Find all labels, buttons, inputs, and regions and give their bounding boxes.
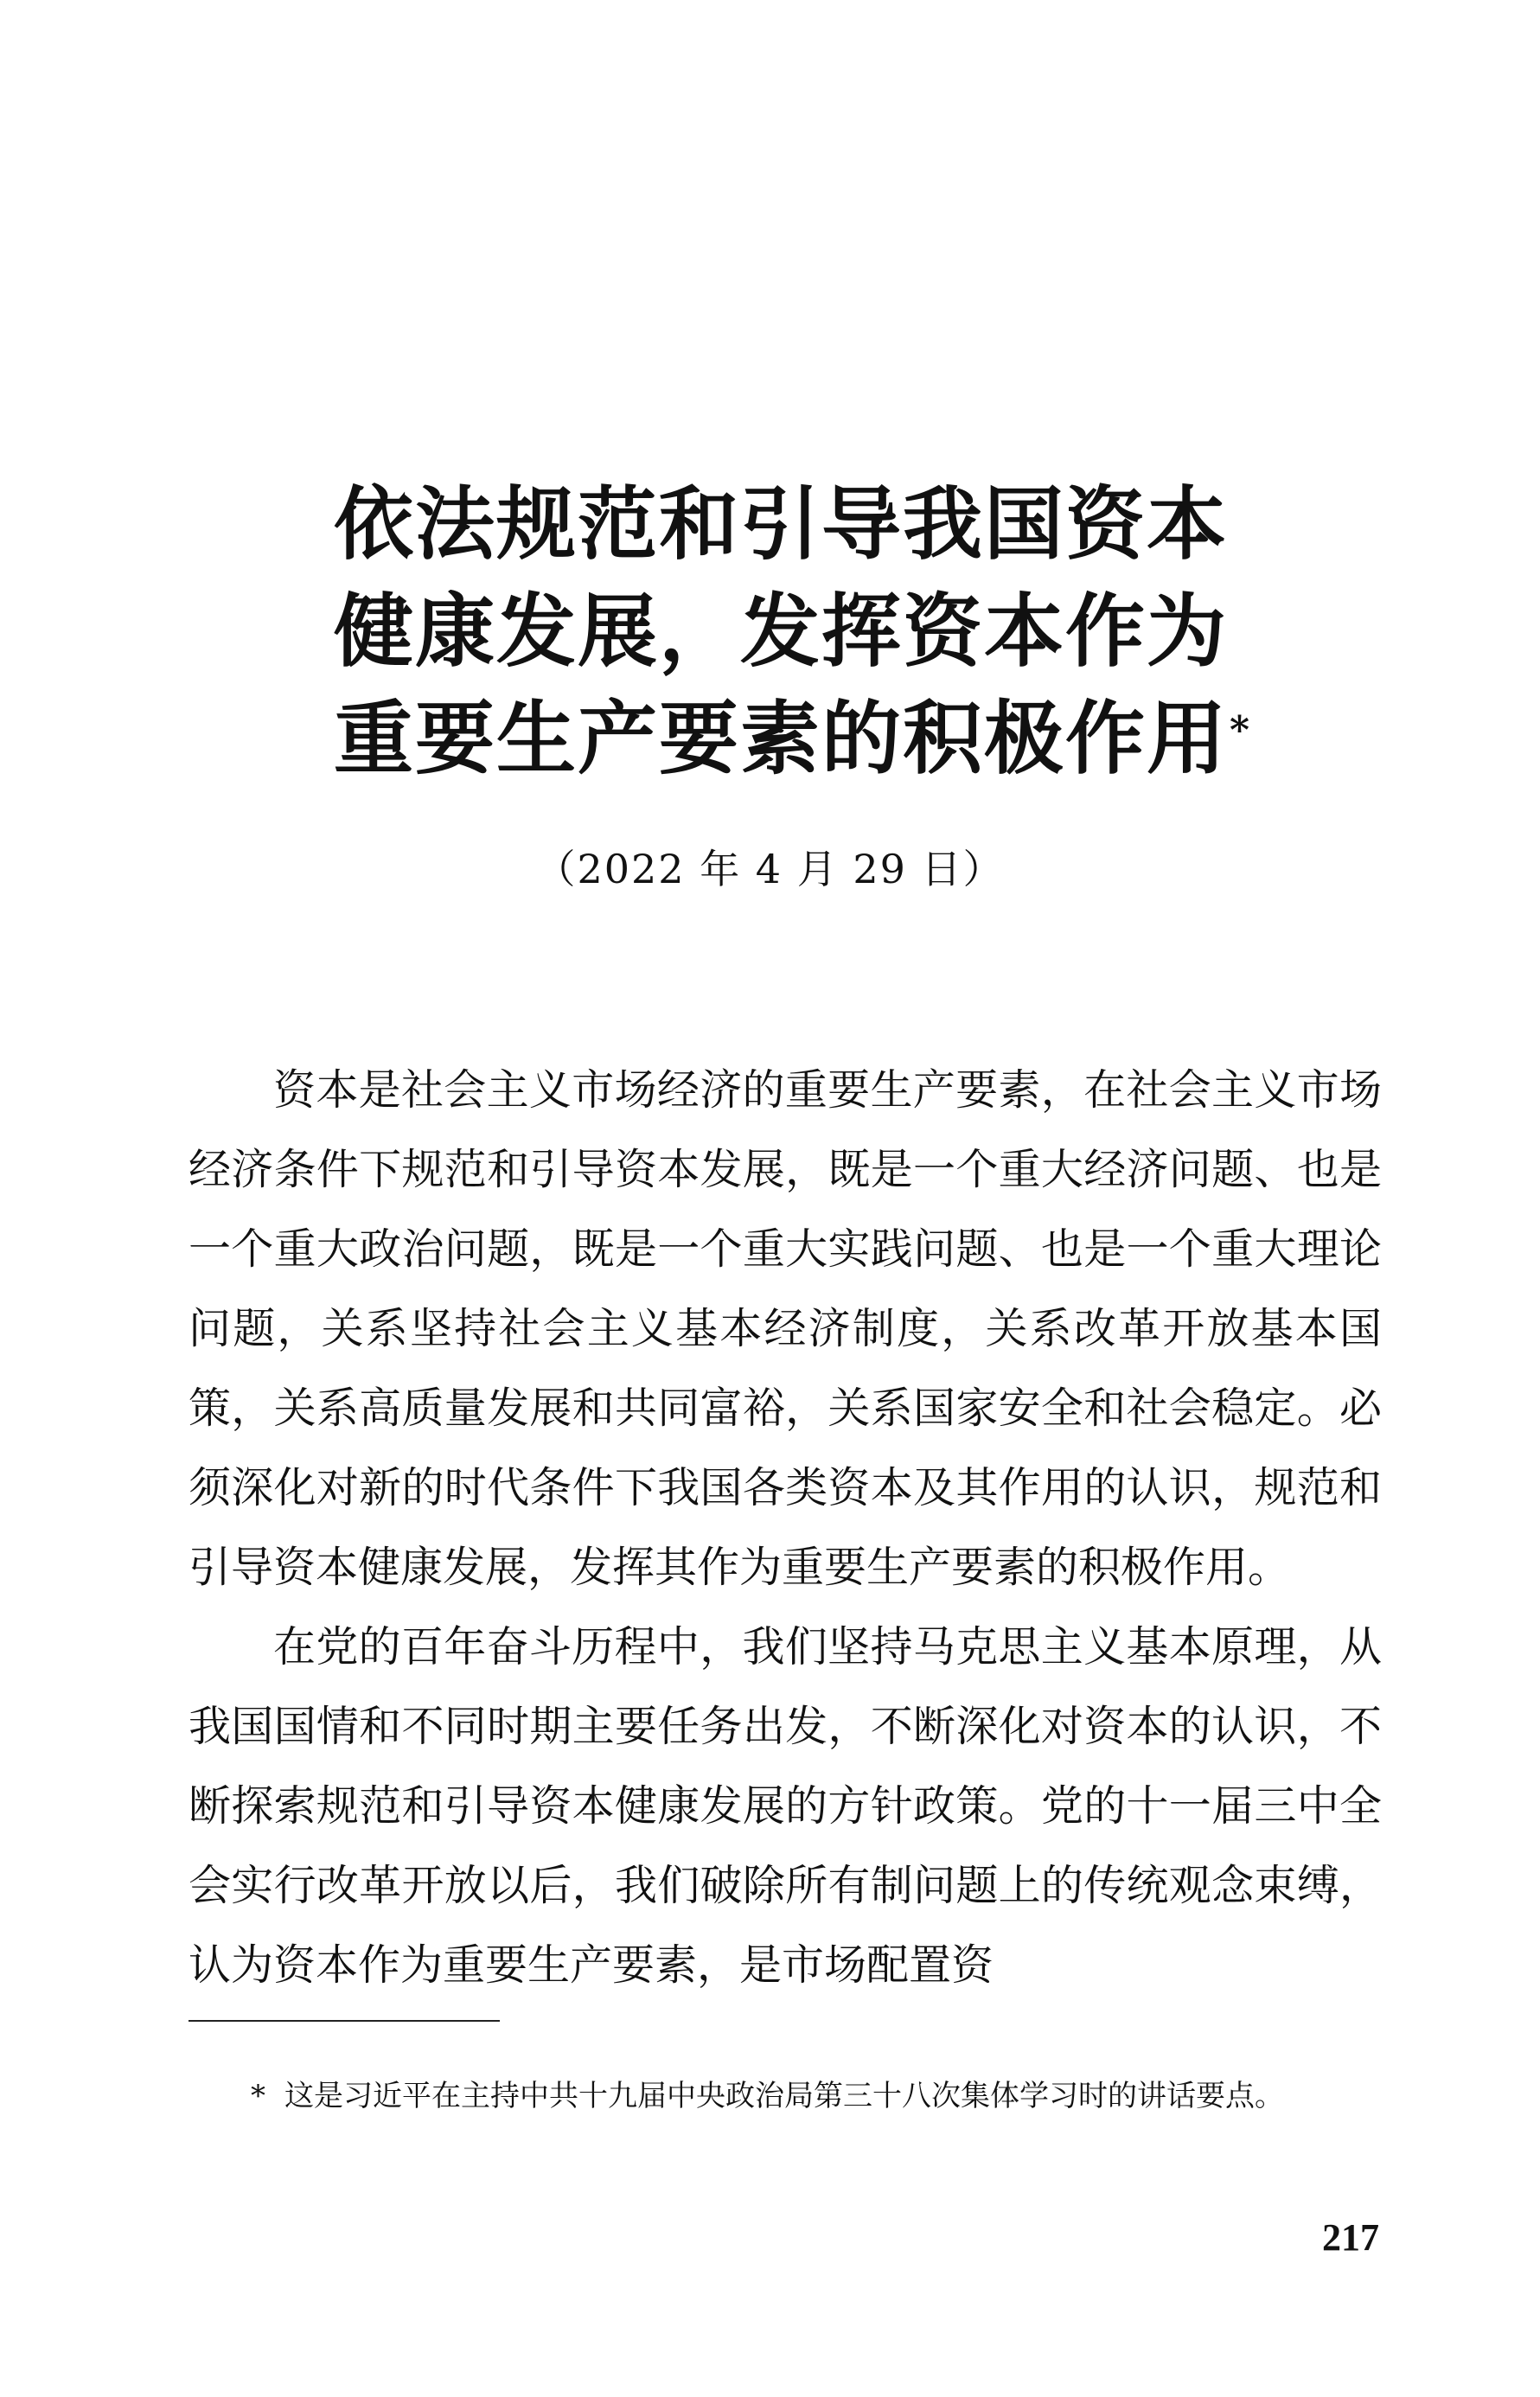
body-text	[189, 1051, 1382, 2005]
title-line-3	[334, 686, 1268, 793]
page-number: 217	[1322, 2216, 1379, 2259]
footnote	[251, 2074, 1392, 2119]
paragraph-2: 在党的百年奋斗历程中，我们坚持马克思主义基本原理，从我国国情和不同时期主要任务出发，不断深化对资本的认识，不断探索规范和引导资本健康发展的方针政策。党的十一届三中全会实行改革开放以后，我们破除所有制问题上的传统观念束缚，认为资本作为重要生产要素，是市场配置资	[189, 1622, 1382, 1990]
article-date: （2022 年 4 月 29 日）	[535, 846, 1005, 892]
title-line-1: 依法规范和引导我国资本	[334, 478, 1229, 571]
footnote-divider	[189, 2020, 500, 2022]
title-line-2: 健康发展，发挥资本作为	[334, 585, 1229, 678]
title-line-3-text: 重要生产要素的积极作用	[334, 693, 1229, 785]
paragraph-1: 资本是社会主义市场经济的重要生产要素，在社会主义市场经济条件下规范和引导资本发展，既是一个重大经济问题、也是一个重大政治问题，既是一个重大实践问题、也是一个重大理论问题，关系坚持社会主义基本经济制度，关系改革开放基本国策，关系高质量发展和共同富裕，关系国家安全和社会稳定。必须深化对新的时代条件下我国各类资本及其作用的认识，规范和引导资本健康发展，发挥其作为重要生产要素的积极作用。	[189, 1065, 1382, 1592]
title-footnote-mark: *	[1230, 708, 1252, 752]
article-title	[334, 471, 1268, 793]
footnote-text: 这是习近平在主持中共十九届中央政治局第三十八次集体学习时的讲话要点。	[284, 2079, 1284, 2113]
footnote-mark: *	[251, 2079, 265, 2113]
